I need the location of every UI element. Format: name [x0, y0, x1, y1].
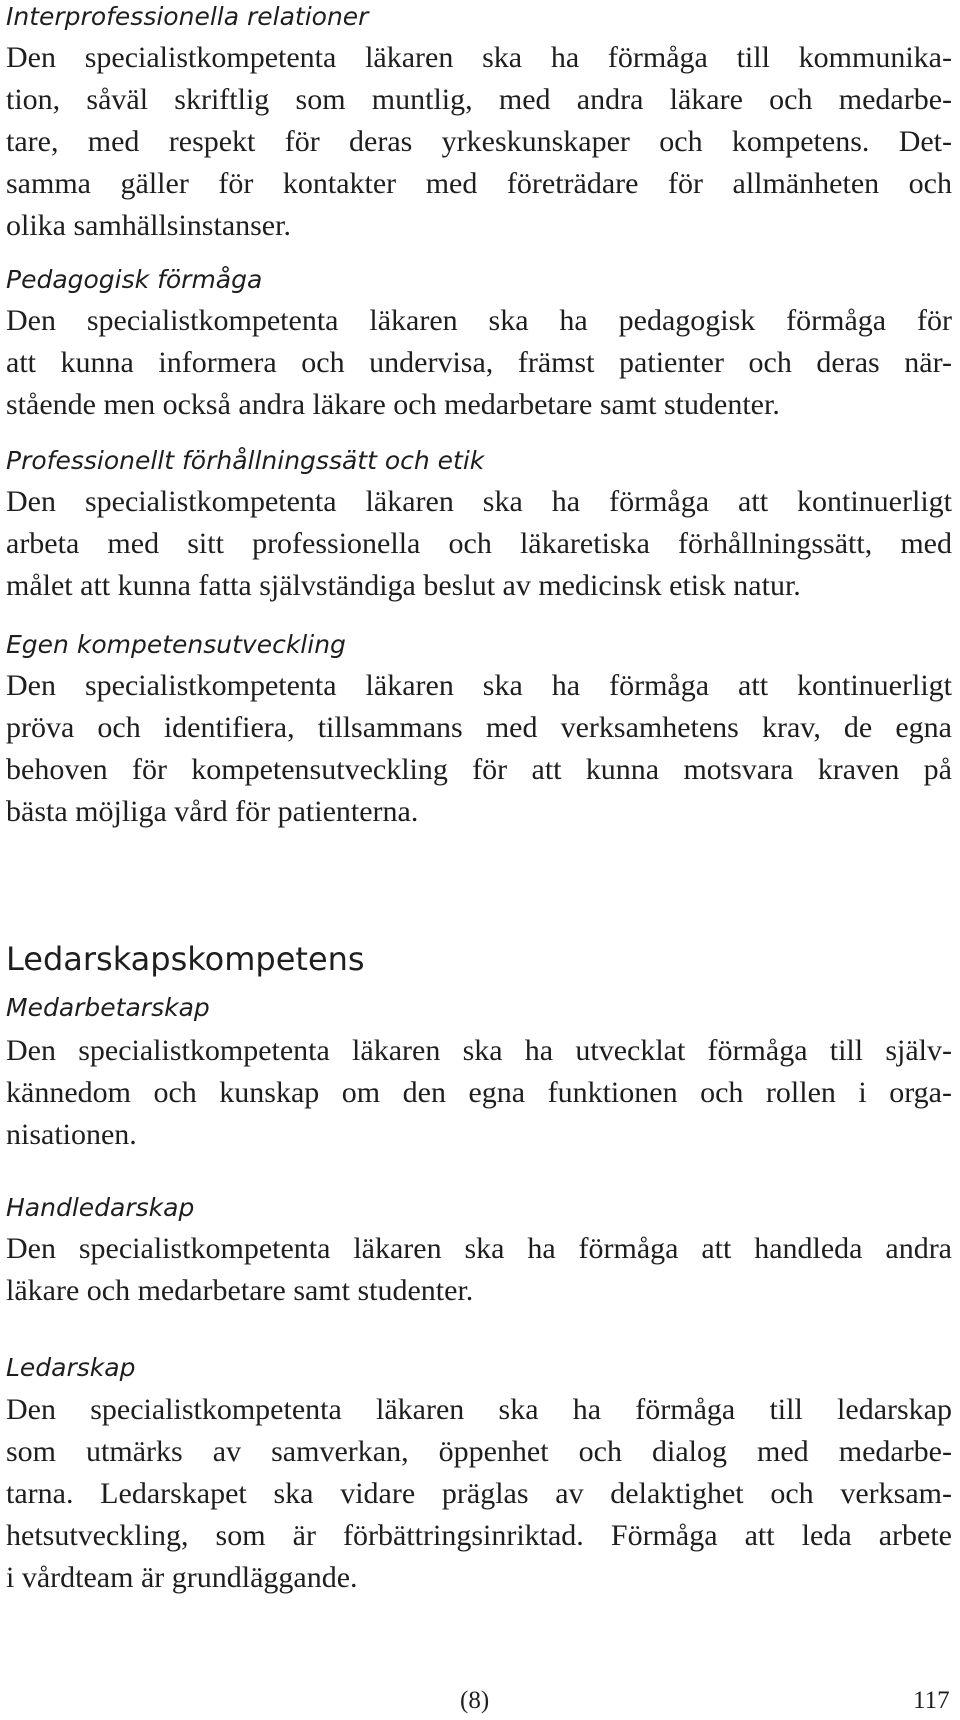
section-heading-professionellt-forhallningssatt: Professionellt förhållningssätt och etik — [6, 446, 485, 475]
paragraph-line: tare, med respekt för deras yrkeskunskaper och kompetens. Det- — [6, 125, 952, 158]
paragraph-line: arbeta med sitt professionella och läkaretiska förhållningssätt, med — [6, 527, 952, 560]
paragraph-medarbetarskap — [6, 1030, 952, 1156]
paragraph-line: hetsutveckling, som är förbättringsinriktad. Förmåga att leda arbete — [6, 1519, 952, 1552]
footer-section-marker: (8) — [460, 1687, 490, 1714]
section-heading-ledarskap: Ledarskap — [6, 1353, 136, 1382]
paragraph-line: tarna. Ledarskapet ska vidare präglas av delaktighet och verksam- — [6, 1477, 952, 1510]
paragraph-line: att kunna informera och undervisa, främst patienter och deras när- — [6, 346, 952, 379]
paragraph-line: pröva och identifiera, tillsammans med verksamhetens krav, de egna — [6, 711, 952, 744]
paragraph-handledarskap — [6, 1228, 952, 1312]
paragraph-line: Den specialistkompetenta läkaren ska ha förmåga att handleda andra — [6, 1232, 952, 1265]
paragraph-line: nisationen. — [6, 1118, 137, 1151]
page-number: 117 — [913, 1687, 950, 1714]
section-heading-medarbetarskap: Medarbetarskap — [6, 993, 210, 1022]
paragraph-line: Den specialistkompetenta läkaren ska ha förmåga till ledarskap — [6, 1393, 952, 1426]
paragraph-pedagogisk-formaga — [6, 300, 952, 426]
paragraph-line: stående men också andra läkare och medarbetare samt studenter. — [6, 388, 780, 421]
section-heading-handledarskap: Handledarskap — [6, 1193, 195, 1222]
paragraph-line: olika samhällsinstanser. — [6, 209, 291, 242]
paragraph-line: läkare och medarbetare samt studenter. — [6, 1274, 474, 1307]
paragraph-line: som utmärks av samverkan, öppenhet och dialog med medarbe- — [6, 1435, 952, 1468]
paragraph-line: samma gäller för kontakter med företrädare för allmänheten och — [6, 167, 952, 200]
paragraph-line: Den specialistkompetenta läkaren ska ha förmåga till kommunika- — [6, 41, 952, 74]
paragraph-line: behoven för kompetensutveckling för att kunna motsvara kraven på — [6, 753, 952, 786]
section-heading-interprofessionella-relationer: Interprofessionella relationer — [6, 2, 369, 31]
paragraph-professionellt-forhallningssatt — [6, 481, 952, 607]
paragraph-line: tion, såväl skriftlig som muntlig, med andra läkare och medarbe- — [6, 83, 952, 116]
section-heading-egen-kompetensutveckling: Egen kompetensutveckling — [6, 630, 346, 659]
paragraph-line: Den specialistkompetenta läkaren ska ha pedagogisk förmåga för — [6, 304, 952, 337]
paragraph-line: kännedom och kunskap om den egna funktionen och rollen i orga- — [6, 1076, 952, 1109]
paragraph-interprofessionella-relationer — [6, 37, 952, 247]
paragraph-line: bästa möjliga vård för patienterna. — [6, 795, 419, 828]
paragraph-line: i vårdteam är grundläggande. — [6, 1561, 358, 1594]
paragraph-line: Den specialistkompetenta läkaren ska ha utvecklat förmåga till själv- — [6, 1034, 952, 1067]
section-title-ledarskapskompetens: Ledarskapskompetens — [6, 940, 365, 978]
paragraph-line: Den specialistkompetenta läkaren ska ha förmåga att kontinuerligt — [6, 669, 952, 702]
paragraph-ledarskap — [6, 1389, 952, 1599]
paragraph-line: målet att kunna fatta självständiga beslut av medicinsk etisk natur. — [6, 569, 801, 602]
section-heading-pedagogisk-formaga: Pedagogisk förmåga — [6, 265, 263, 294]
paragraph-line: Den specialistkompetenta läkaren ska ha förmåga att kontinuerligt — [6, 485, 952, 518]
paragraph-egen-kompetensutveckling — [6, 665, 952, 833]
